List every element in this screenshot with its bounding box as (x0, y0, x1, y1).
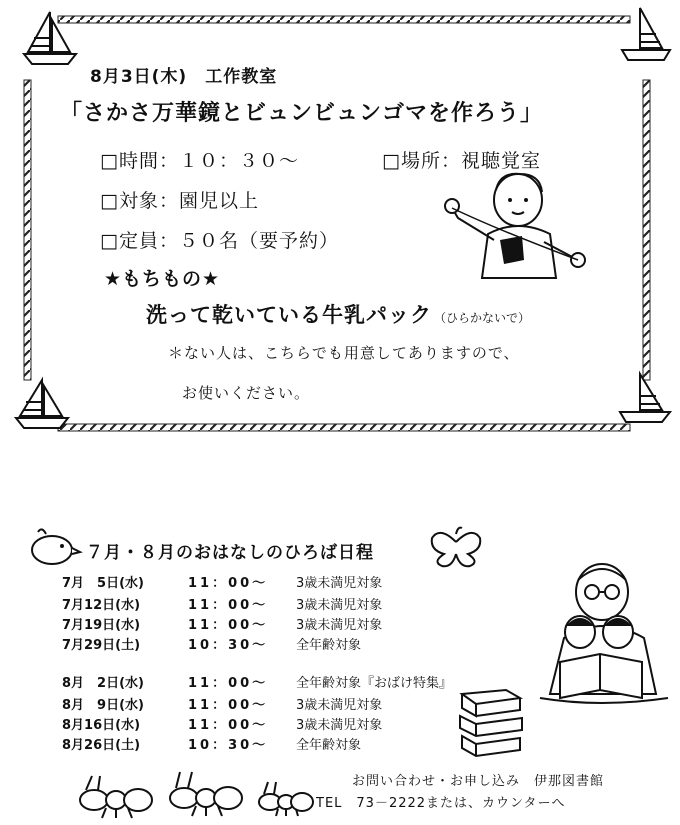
event-date: 8月3日(木) 工作教室 (90, 67, 278, 87)
butterfly-icon (428, 524, 484, 568)
event-title: 「さかさ万華鏡とビュンビュンゴマを作ろう」 (60, 101, 544, 126)
schedule-time: 11：00～ (188, 676, 269, 691)
bring-note: （ひらかないで） (434, 311, 531, 325)
sailboat-icon (618, 370, 674, 430)
schedule-target: 3歳未満児対象 (296, 698, 383, 713)
schedule-date: 7月12日(水) (62, 598, 141, 613)
schedule-date: 8月26日(土) (62, 738, 141, 753)
grandpa-reading-illustration (540, 558, 670, 708)
schedule-date: 7月29日(土) (62, 638, 141, 653)
boy-spinning-top-illustration (438, 170, 588, 290)
schedule-target: 3歳未満児対象 (296, 618, 383, 633)
sailboat-icon (14, 376, 70, 436)
bring-heading: ★もちもの★ (104, 268, 221, 290)
schedule-date: 7月 5日(水) (62, 576, 144, 591)
schedule-time: 11：00～ (188, 698, 269, 713)
sailboat-icon (620, 4, 676, 64)
schedule-target: 全年齢対象 (296, 738, 362, 753)
schedule-date: 7月19日(水) (62, 618, 141, 633)
ant-icon (256, 780, 316, 820)
contact-line-1: お問い合わせ・お申し込み 伊那図書館 (352, 774, 605, 789)
schedule-time: 11：00～ (188, 576, 269, 591)
schedule-time: 11：00～ (188, 618, 269, 633)
event-place: □場所：視聴覚室 (382, 150, 541, 172)
schedule-title: ７月・８月のおはなしのひろば日程 (86, 543, 374, 563)
chick-icon (28, 526, 78, 566)
book-stack-icon (456, 682, 526, 762)
event-time: □時間：１０：３０～ (100, 150, 299, 172)
schedule-date: 8月 2日(水) (62, 676, 144, 691)
ant-icon (166, 768, 246, 818)
note-line-1: ＊ない人は、こちらでも用意してありますので、 (168, 344, 520, 362)
schedule-target: 全年齢対象 (296, 638, 362, 653)
schedule-target: 3歳未満児対象 (296, 576, 383, 591)
schedule-time: 11：00～ (188, 598, 269, 613)
bring-item: 洗って乾いている牛乳パック （ひらかないで） (146, 303, 531, 327)
schedule-date: 8月 9日(水) (62, 698, 144, 713)
sailboat-icon (22, 8, 78, 68)
event-capacity: □定員：５０名（要予約） (100, 230, 339, 252)
schedule-time: 10：30～ (188, 638, 269, 653)
schedule-date: 8月16日(水) (62, 718, 141, 733)
schedule-target: 3歳未満児対象 (296, 718, 383, 733)
note-line-2: お使いください。 (182, 384, 311, 402)
event-target: □対象：園児以上 (100, 190, 259, 212)
schedule-target: 3歳未満児対象 (296, 598, 383, 613)
schedule-target: 全年齢対象『おばけ特集』 (296, 676, 453, 691)
ant-icon (76, 772, 156, 822)
contact-line-2: TEL 73－2222または、カウンターへ (316, 796, 566, 811)
schedule-time: 10：30～ (188, 738, 269, 753)
schedule-time: 11：00～ (188, 718, 269, 733)
